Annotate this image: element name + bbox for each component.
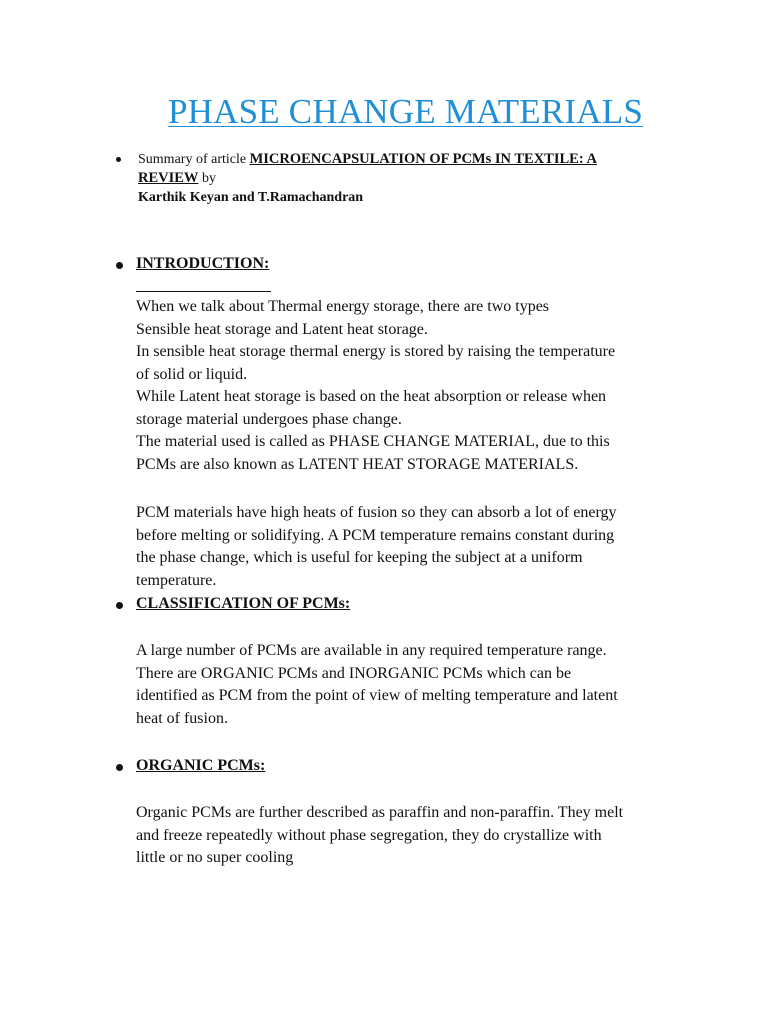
text-line: heat of fusion. bbox=[136, 709, 228, 727]
text-line: When we talk about Thermal energy storage, there are two types bbox=[136, 298, 550, 315]
bullet-icon bbox=[116, 602, 123, 609]
text-line: PCM materials have high heats of fusion so they can absorb a lot of energy bbox=[136, 504, 617, 521]
article-authors: Karthik Keyan and T.Ramachandran bbox=[138, 190, 364, 205]
text-line: There are ORGANIC PCMs and INORGANIC PCMs which can be bbox=[136, 664, 572, 682]
introduction-paragraph-1 bbox=[136, 296, 676, 476]
text-line: of solid or liquid. bbox=[136, 365, 248, 383]
text-line: temperature. bbox=[136, 571, 217, 589]
text-line: In sensible heat storage thermal energy is stored by raising the temperature bbox=[136, 343, 616, 360]
article-title: MICROENCAPSULATION OF PCMs IN TEXTILE: A REVIEW bbox=[138, 151, 597, 186]
text-line: identified as PCM from the point of view of melting temperature and latent bbox=[136, 687, 618, 704]
bullet-icon bbox=[116, 764, 123, 771]
text-line: While Latent heat storage is based on the heat absorption or release when bbox=[136, 388, 607, 405]
page-title: PHASE CHANGE MATERIALS bbox=[168, 92, 643, 131]
divider-line bbox=[136, 291, 271, 292]
summary-lead: Summary of article bbox=[138, 152, 247, 167]
section-heading-introduction: INTRODUCTION: bbox=[136, 255, 270, 272]
section-heading-organic: ORGANIC PCMs: bbox=[136, 757, 266, 774]
classification-paragraph bbox=[136, 640, 676, 730]
summary-by: by bbox=[201, 171, 216, 186]
text-line: Sensible heat storage and Latent heat storage. bbox=[136, 320, 428, 338]
text-line: before melting or solidifying. A PCM temperature remains constant during bbox=[136, 526, 615, 544]
text-line: little or no super cooling bbox=[136, 849, 294, 866]
bullet-icon bbox=[116, 157, 121, 162]
text-line: the phase change, which is useful for keeping the subject at a uniform bbox=[136, 549, 583, 566]
text-line: The material used is called as PHASE CHANGE MATERIAL, due to this bbox=[136, 433, 610, 450]
text-line: and freeze repeatedly without phase segregation, they do crystallize with bbox=[136, 826, 602, 844]
section-heading-classification: CLASSIFICATION OF PCMs: bbox=[136, 595, 351, 612]
article-summary bbox=[138, 150, 658, 207]
introduction-paragraph-2 bbox=[136, 502, 676, 592]
text-line: A large number of PCMs are available in any required temperature range. bbox=[136, 642, 607, 659]
bullet-icon bbox=[116, 262, 123, 269]
text-line: Organic PCMs are further described as paraffin and non-paraffin. They melt bbox=[136, 804, 624, 821]
text-line: storage material undergoes phase change. bbox=[136, 410, 402, 428]
text-line: PCMs are also known as LATENT HEAT STORAGE MATERIALS. bbox=[136, 455, 579, 473]
organic-paragraph bbox=[136, 802, 676, 870]
